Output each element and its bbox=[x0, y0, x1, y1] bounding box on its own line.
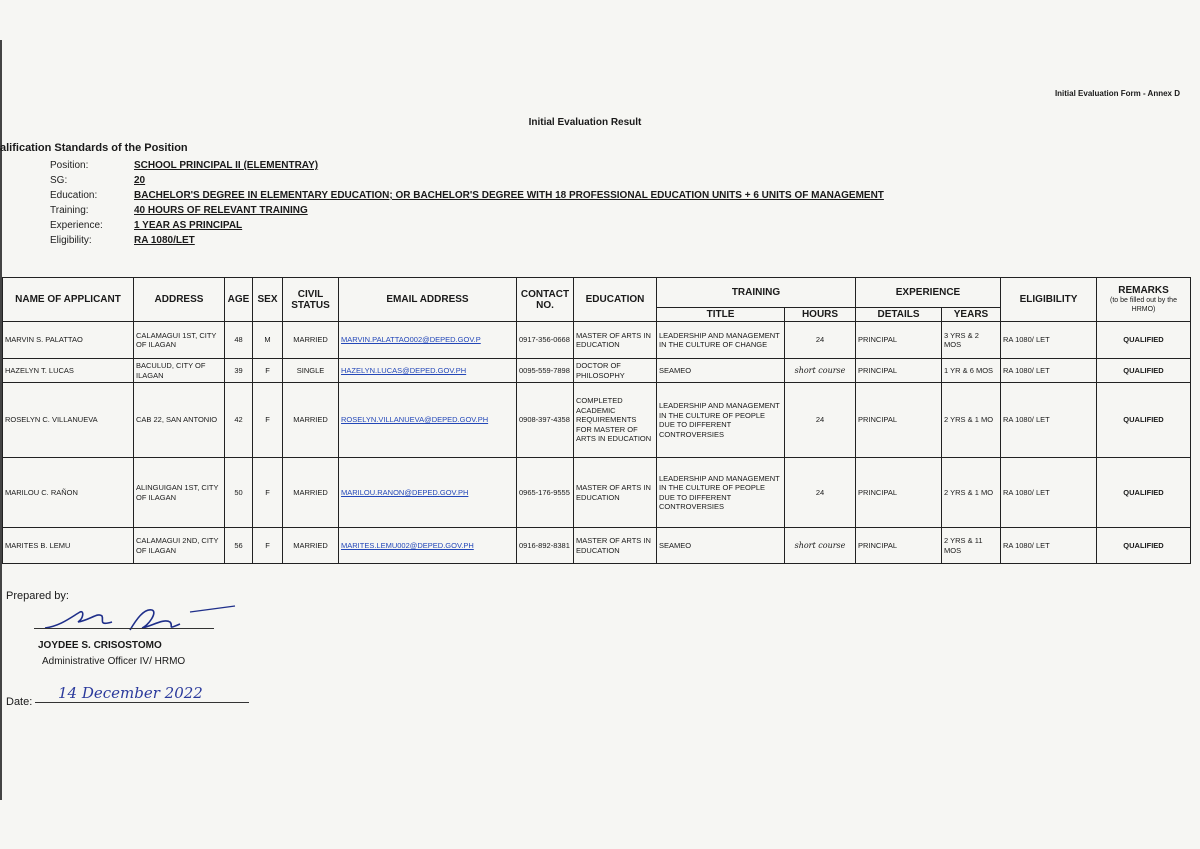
cell-civil-status: MARRIED bbox=[283, 322, 339, 359]
col-header-contact: CONTACT NO. bbox=[517, 278, 574, 322]
col-header-training-hours: HOURS bbox=[785, 308, 856, 322]
annex-label: Initial Evaluation Form - Annex D bbox=[1054, 89, 1180, 98]
cell-sex: F bbox=[253, 383, 283, 458]
cell-eligibility: RA 1080/ LET bbox=[1001, 359, 1097, 383]
cell-remarks: QUALIFIED bbox=[1097, 322, 1191, 359]
qs-value: RA 1080/LET bbox=[134, 235, 195, 246]
cell-training-title: LEADERSHIP AND MANAGEMENT IN THE CULTURE OF PEOPLE DUE TO DIFFERENT CONTROVERSIES bbox=[657, 458, 785, 528]
cell-education: COMPLETED ACADEMIC REQUIREMENTS FOR MASTER OF ARTS IN EDUCATION bbox=[574, 383, 657, 458]
qs-value: 20 bbox=[134, 175, 146, 186]
cell-remarks: QUALIFIED bbox=[1097, 528, 1191, 564]
col-header-sex: SEX bbox=[253, 278, 283, 322]
page-title: Initial Evaluation Result bbox=[528, 117, 642, 128]
cell-education: MASTER OF ARTS IN EDUCATION bbox=[574, 528, 657, 564]
col-header-education: EDUCATION bbox=[574, 278, 657, 322]
cell-age: 50 bbox=[225, 458, 253, 528]
table-row bbox=[3, 528, 1191, 564]
qs-label: Eligibility: bbox=[50, 235, 92, 246]
cell-training-hours: short course bbox=[785, 359, 856, 383]
cell-training-title: LEADERSHIP AND MANAGEMENT IN THE CULTURE OF PEOPLE DUE TO DIFFERENT CONTROVERSIES bbox=[657, 383, 785, 458]
cell-experience-details: PRINCIPAL bbox=[856, 383, 942, 458]
cell-name: MARILOU C. RAÑON bbox=[3, 458, 134, 528]
cell-eligibility: RA 1080/ LET bbox=[1001, 528, 1097, 564]
cell-training-title: SEAMEO bbox=[657, 359, 785, 383]
evaluation-table bbox=[2, 277, 1191, 564]
cell-sex: F bbox=[253, 528, 283, 564]
cell-training-hours: short course bbox=[785, 528, 856, 564]
cell-contact: 0917-356-0668 bbox=[517, 322, 574, 359]
cell-eligibility: RA 1080/ LET bbox=[1001, 322, 1097, 359]
remarks-note: (to be filled out by the HRMO) bbox=[1110, 297, 1177, 313]
qs-label: Training: bbox=[50, 205, 89, 216]
qs-eligibility-row bbox=[50, 233, 884, 248]
table-row bbox=[3, 383, 1191, 458]
qs-label: Position: bbox=[50, 160, 89, 171]
signer-name: JOYDEE S. CRISOSTOMO bbox=[38, 640, 162, 651]
cell-sex: F bbox=[253, 359, 283, 383]
cell-remarks: QUALIFIED bbox=[1097, 359, 1191, 383]
cell-email-link[interactable]: MARITES.LEMU002@DEPED.GOV.PH bbox=[339, 528, 517, 564]
qs-experience-row bbox=[50, 218, 884, 233]
cell-age: 39 bbox=[225, 359, 253, 383]
qs-position-row bbox=[50, 158, 884, 173]
cell-education: MASTER OF ARTS IN EDUCATION bbox=[574, 322, 657, 359]
col-header-email: EMAIL ADDRESS bbox=[339, 278, 517, 322]
remarks-title: REMARKS bbox=[1118, 285, 1169, 296]
qs-value: BACHELOR'S DEGREE IN ELEMENTARY EDUCATION; OR BACHELOR'S DEGREE WITH 18 PROFESSIONAL EDUCATION UNITS + 6 UNITS OF MANAGEMENT bbox=[134, 190, 884, 201]
col-header-age: AGE bbox=[225, 278, 253, 322]
qs-training-row bbox=[50, 203, 884, 218]
cell-sex: M bbox=[253, 322, 283, 359]
qs-label: Education: bbox=[50, 190, 98, 201]
qualification-standards-list bbox=[50, 158, 884, 248]
cell-experience-years: 2 YRS & 11 MOS bbox=[942, 528, 1001, 564]
cell-experience-years: 2 YRS & 1 MO bbox=[942, 383, 1001, 458]
cell-address: CALAMAGUI 2ND, CITY OF ILAGAN bbox=[134, 528, 225, 564]
cell-name: ROSELYN C. VILLANUEVA bbox=[3, 383, 134, 458]
cell-eligibility: RA 1080/ LET bbox=[1001, 458, 1097, 528]
handwritten-signature bbox=[40, 600, 240, 640]
cell-eligibility: RA 1080/ LET bbox=[1001, 383, 1097, 458]
cell-training-hours: 24 bbox=[785, 322, 856, 359]
col-header-eligibility: ELIGIBILITY bbox=[1001, 278, 1097, 322]
col-header-civil-status: CIVIL STATUS bbox=[283, 278, 339, 322]
cell-experience-years: 1 YR & 6 MOS bbox=[942, 359, 1001, 383]
cell-address: ALINGUIGAN 1ST, CITY OF ILAGAN bbox=[134, 458, 225, 528]
cell-email-link[interactable]: MARILOU.RANON@DEPED.GOV.PH bbox=[339, 458, 517, 528]
cell-training-hours: 24 bbox=[785, 383, 856, 458]
cell-training-hours: 24 bbox=[785, 458, 856, 528]
col-header-name: NAME OF APPLICANT bbox=[3, 278, 134, 322]
cell-name: MARITES B. LEMU bbox=[3, 528, 134, 564]
cell-training-title: LEADERSHIP AND MANAGEMENT IN THE CULTURE OF CHANGE bbox=[657, 322, 785, 359]
cell-address: BACULUD, CITY OF ILAGAN bbox=[134, 359, 225, 383]
prepared-by-label: Prepared by: bbox=[6, 590, 69, 602]
signer-title: Administrative Officer IV/ HRMO bbox=[42, 656, 186, 667]
cell-age: 42 bbox=[225, 383, 253, 458]
qs-label: SG: bbox=[50, 175, 68, 186]
cell-civil-status: MARRIED bbox=[283, 528, 339, 564]
cell-age: 48 bbox=[225, 322, 253, 359]
table-row bbox=[3, 322, 1191, 359]
qs-value: 40 HOURS OF RELEVANT TRAINING bbox=[134, 205, 308, 216]
table-row bbox=[3, 359, 1191, 383]
date-label: Date: bbox=[6, 696, 33, 708]
qualification-standards-heading: alification Standards of the Position bbox=[0, 142, 188, 154]
cell-education: MASTER OF ARTS IN EDUCATION bbox=[574, 458, 657, 528]
cell-email-link[interactable]: HAZELYN.LUCAS@DEPED.GOV.PH bbox=[339, 359, 517, 383]
col-header-experience: EXPERIENCE bbox=[856, 278, 1001, 308]
cell-experience-details: PRINCIPAL bbox=[856, 458, 942, 528]
cell-experience-details: PRINCIPAL bbox=[856, 359, 942, 383]
cell-email-link[interactable]: MARVIN.PALATTAO002@DEPED.GOV.P bbox=[339, 322, 517, 359]
col-header-remarks bbox=[1097, 278, 1191, 322]
cell-age: 56 bbox=[225, 528, 253, 564]
cell-experience-details: PRINCIPAL bbox=[856, 528, 942, 564]
cell-address: CALAMAGUI 1ST, CITY OF ILAGAN bbox=[134, 322, 225, 359]
cell-name: HAZELYN T. LUCAS bbox=[3, 359, 134, 383]
cell-experience-details: PRINCIPAL bbox=[856, 322, 942, 359]
col-header-experience-details: DETAILS bbox=[856, 308, 942, 322]
cell-contact: 0916-892-8381 bbox=[517, 528, 574, 564]
col-header-address: ADDRESS bbox=[134, 278, 225, 322]
cell-civil-status: MARRIED bbox=[283, 458, 339, 528]
col-header-training-title: TITLE bbox=[657, 308, 785, 322]
cell-experience-years: 3 YRS & 2 MOS bbox=[942, 322, 1001, 359]
signature-line bbox=[34, 628, 214, 629]
col-header-experience-years: YEARS bbox=[942, 308, 1001, 322]
qs-sg-row bbox=[50, 173, 884, 188]
cell-contact: 0908-397-4358 bbox=[517, 383, 574, 458]
table-row bbox=[3, 458, 1191, 528]
qs-education-row bbox=[50, 188, 884, 203]
date-value: 14 December 2022 bbox=[58, 684, 203, 702]
cell-contact: 0095-559-7898 bbox=[517, 359, 574, 383]
cell-remarks: QUALIFIED bbox=[1097, 383, 1191, 458]
qs-label: Experience: bbox=[50, 220, 103, 231]
qs-value: SCHOOL PRINCIPAL II (ELEMENTRAY) bbox=[134, 160, 319, 171]
qs-value: 1 YEAR AS PRINCIPAL bbox=[134, 220, 243, 231]
cell-experience-years: 2 YRS & 1 MO bbox=[942, 458, 1001, 528]
cell-education: DOCTOR OF PHILOSOPHY bbox=[574, 359, 657, 383]
table-header-row bbox=[3, 278, 1191, 308]
cell-remarks: QUALIFIED bbox=[1097, 458, 1191, 528]
cell-civil-status: MARRIED bbox=[283, 383, 339, 458]
col-header-training: TRAINING bbox=[657, 278, 856, 308]
cell-training-title: SEAMEO bbox=[657, 528, 785, 564]
date-line bbox=[35, 702, 249, 703]
cell-address: CAB 22, SAN ANTONIO bbox=[134, 383, 225, 458]
cell-email-link[interactable]: ROSELYN.VILLANUEVA@DEPED.GOV.PH bbox=[339, 383, 517, 458]
cell-contact: 0965-176-9555 bbox=[517, 458, 574, 528]
cell-name: MARVIN S. PALATTAO bbox=[3, 322, 134, 359]
cell-civil-status: SINGLE bbox=[283, 359, 339, 383]
cell-sex: F bbox=[253, 458, 283, 528]
